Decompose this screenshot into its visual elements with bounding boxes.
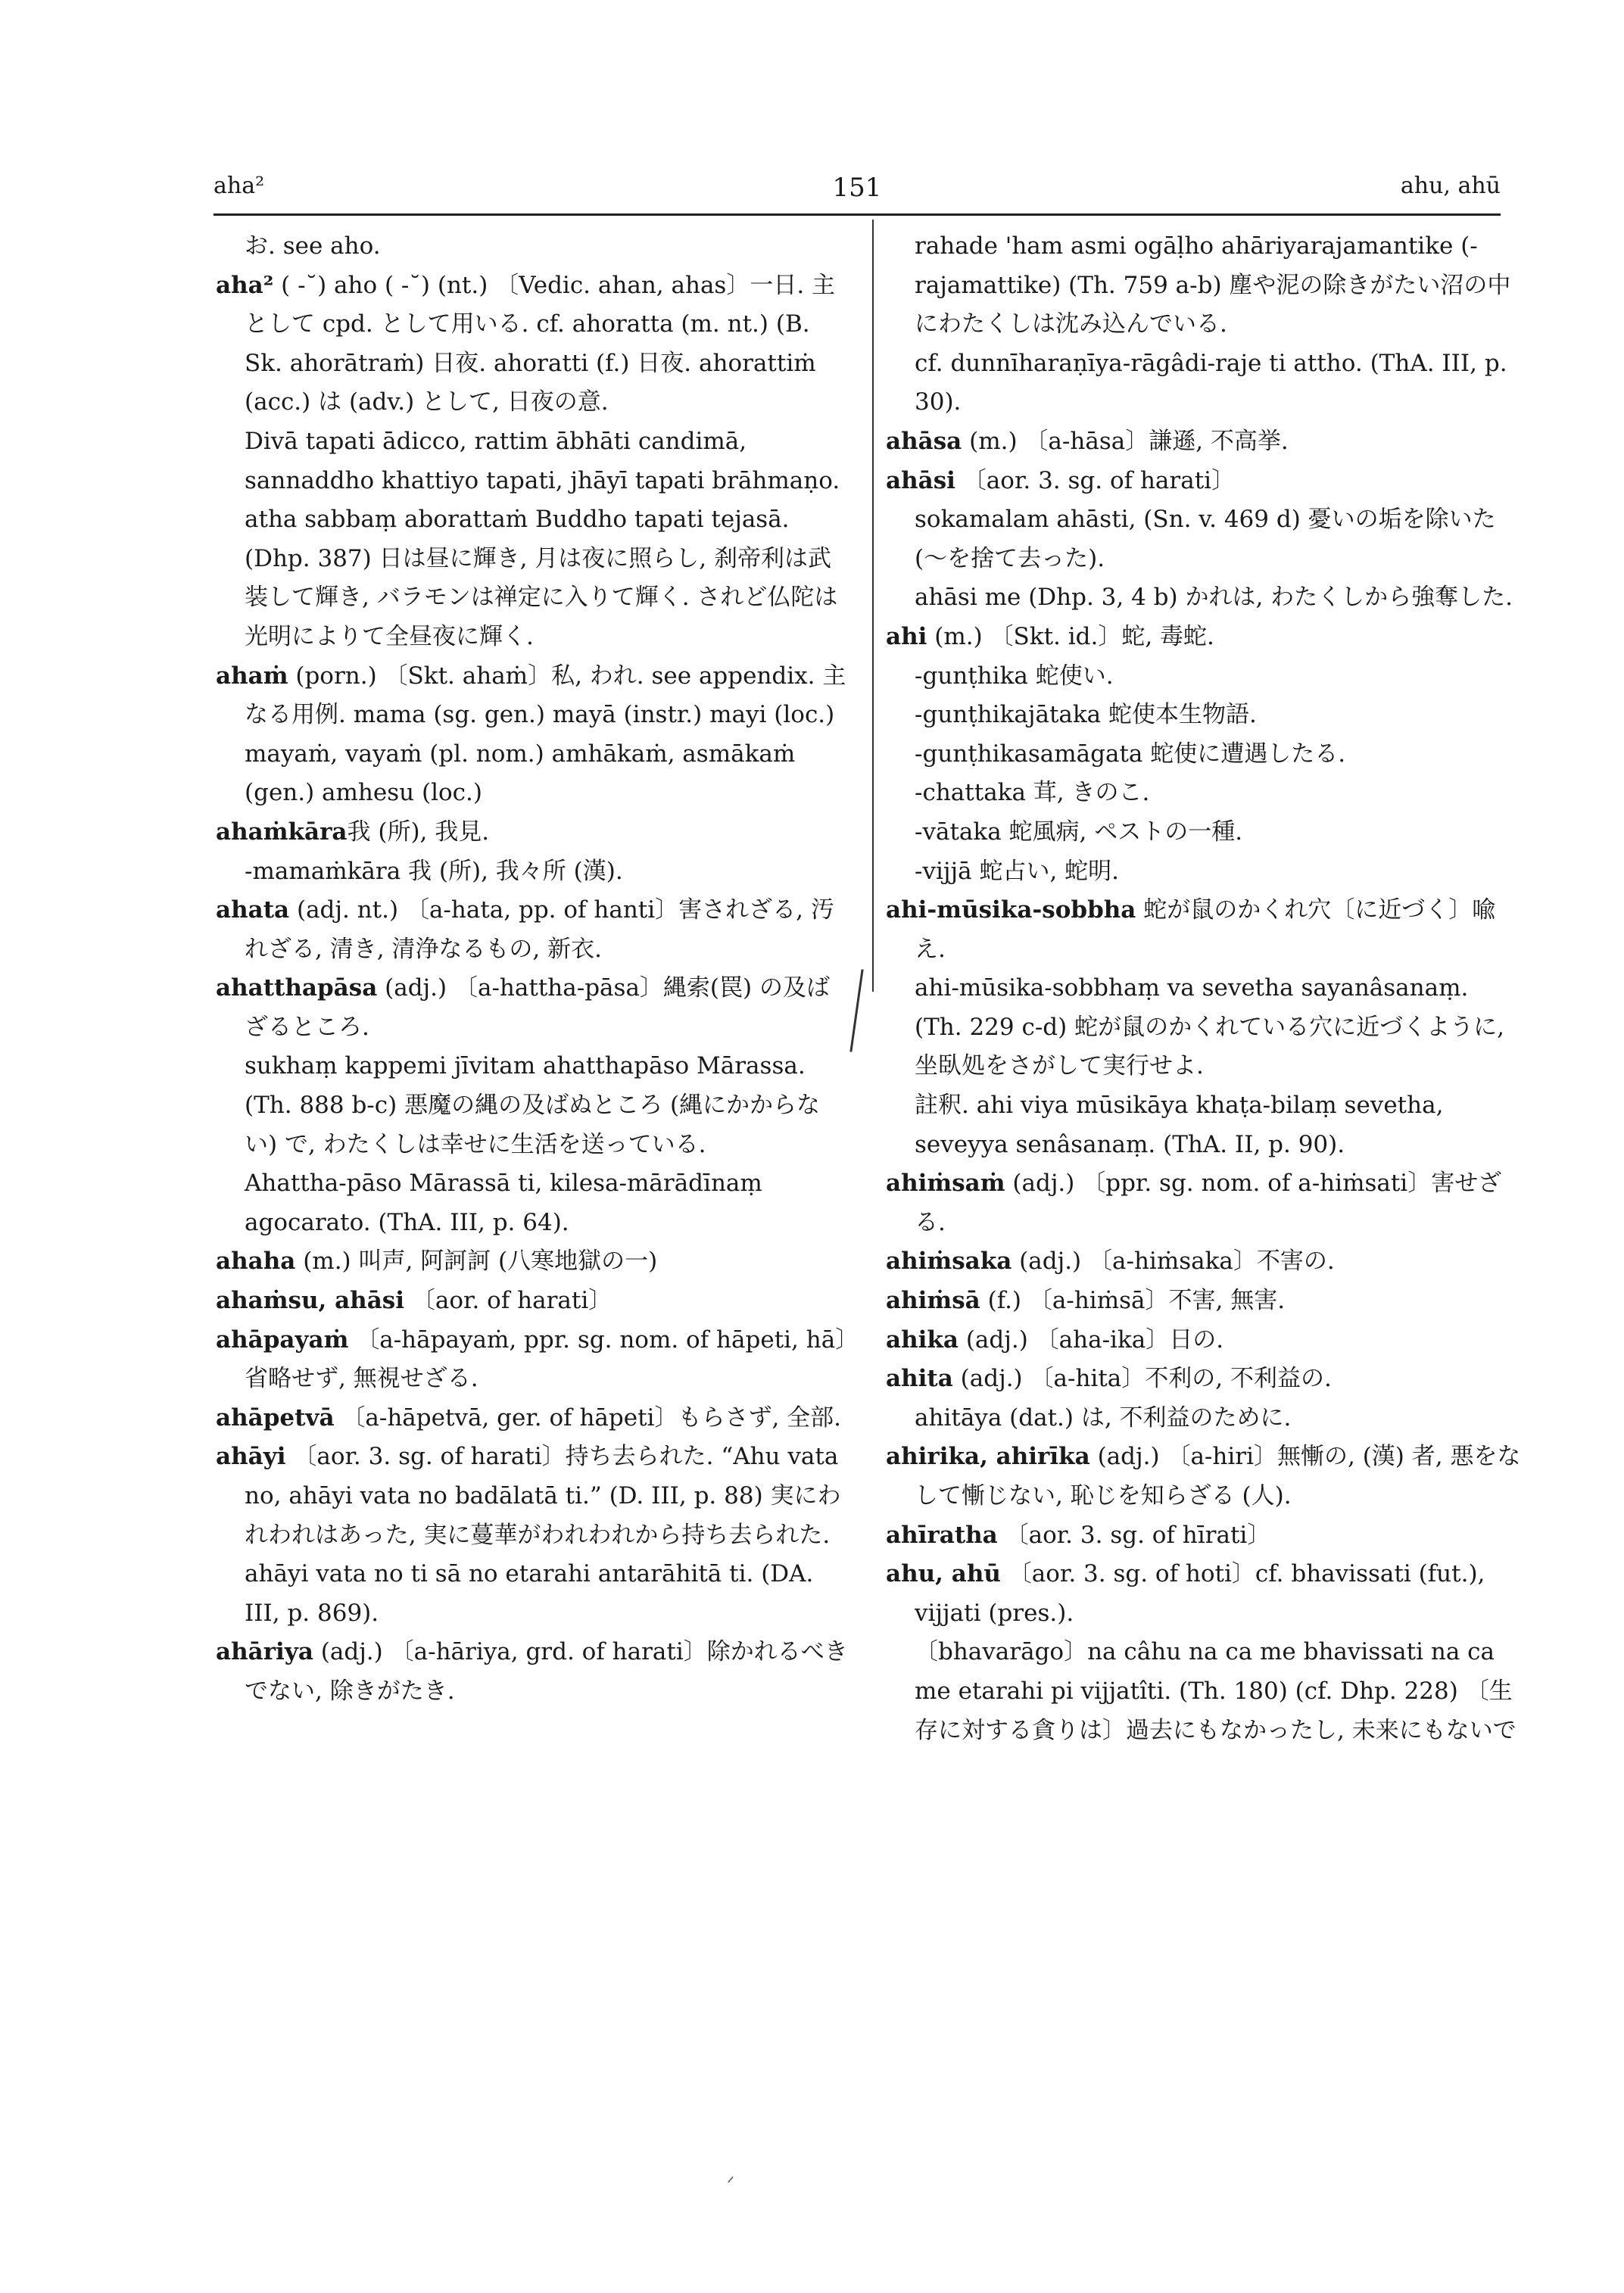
entry-subline: 〔bhavarāgo〕na câhu na ca me bhavissati na ca me etarahi pi vijjatîti. (Th. 180) (cf. Dhp. 228) 〔生存に対する貪りは〕過去にもなかったし, 未来にもないで <box>915 1638 1516 1744</box>
entry-definition: (m.) 〔a-hāsa〕謙遜, 不高挙. <box>962 427 1289 455</box>
entry-definition: 蛇が鼠のかくれ穴〔に近づく〕喩え. <box>915 896 1496 963</box>
entry-definition: (adj.) 〔a-hāriya, grd. of harati〕除かれるべきでない, 除きがたき. <box>245 1638 848 1705</box>
entry-subline: -gunṭhikajātaka 蛇使本生物語. <box>915 701 1257 729</box>
entry-subline: Divā tapati ādicco, rattim ābhāti candimā, sannaddho khattiyo tapati, jhāyī tapati brāhmaṇo. atha sabbaṃ aborattaṁ Buddho tapati tejasā. (Dhp. 387) 日は昼に輝き, 月は夜に照らし, 刹帝利は武装して輝き, バラモンは禅定に入りて輝く. されど仏陀は光明によりて全昼夜に輝く. <box>245 427 840 650</box>
dictionary-entry <box>886 1516 1522 1556</box>
entry-subline: Ahattha-pāso Mārassā ti, kilesa-mārādīnaṃ agocarato. (ThA. III, p. 64). <box>245 1170 762 1236</box>
headword: ahita <box>886 1365 953 1393</box>
headword: ahika <box>886 1326 959 1354</box>
dictionary-entry <box>216 657 852 813</box>
entry-subline: -vātaka 蛇風病, ペストの一種. <box>915 818 1243 846</box>
headword: ahīratha <box>886 1521 998 1549</box>
page-number: 151 <box>832 173 882 203</box>
dictionary-entry <box>886 1555 1522 1633</box>
header-rule <box>214 213 1501 216</box>
dictionary-entry <box>886 1242 1522 1282</box>
entry-definition: (porn.) 〔Skt. ahaṁ〕私, われ. see appendix. 主なる用例. mama (sg. gen.) mayā (instr.) mayi (loc.) mayaṁ, vayaṁ (pl. nom.) amhākaṁ, asmākaṁ (gen.) amhesu (loc.) <box>245 662 846 807</box>
entry-definition: 〔a-hāpayaṁ, ppr. sg. nom. of hāpeti, hā〕省略せず, 無視せざる. <box>245 1326 847 1393</box>
headword: ahatthapāsa <box>216 974 378 1002</box>
headword: ahiṁsā <box>886 1287 980 1315</box>
dictionary-entry <box>886 1164 1522 1242</box>
entry-subline: -gunṭhika 蛇使い. <box>915 662 1114 690</box>
entry-subline: ahitāya (dat.) は, 不利益のために. <box>915 1404 1292 1432</box>
entry-definition: (adj. nt.) 〔a-hata, pp. of hanti〕害されざる, 汚れざる, 清き, 清浄なるもの, 新衣. <box>245 896 834 963</box>
headword: ahiṁsaṁ <box>886 1170 1005 1198</box>
headword: ahāpetvā <box>216 1404 335 1432</box>
column-divider <box>872 220 874 992</box>
entry-definition: 〔aor. 3. sg. of hoti〕cf. bhavissati (fut.), vijjati (pres.). <box>915 1560 1485 1627</box>
footer-mark: ᐟ <box>727 2173 735 2194</box>
entry-definition: 〔aor. of harati〕 <box>404 1287 613 1315</box>
entry-definition: 我 (所), 我見. <box>347 818 490 846</box>
dictionary-entry <box>216 891 852 969</box>
dictionary-entry <box>216 1633 852 1711</box>
entry-definition: 〔a-hāpetvā, ger. of hāpeti〕もらさず, 全部. <box>334 1404 842 1432</box>
entry-subline: cf. dunnīharaṇīya-rāgâdi-raje ti attho. (ThA. III, p. 30). <box>915 349 1507 416</box>
dictionary-entry <box>886 891 1522 969</box>
headword: ahāpayaṁ <box>216 1326 349 1354</box>
margin-mark <box>849 969 863 1051</box>
entry-subline: ahi-mūsika-sobbhaṃ va sevetha sayanâsanaṃ. (Th. 229 c-d) 蛇が鼠のかくれている穴に近づくように, 坐臥処をさがして実行せよ. <box>915 974 1504 1080</box>
entry-definition: (m.) 叫声, 阿訶訶 (八寒地獄の一) <box>295 1248 658 1276</box>
headword: ahāsi <box>886 466 955 494</box>
entry-definition: 〔aor. 3. sg. of harati〕持ち去られた. “Ahu vata no, ahāyi vata no badālatā ti.” (D. III, p. 88) 実にわれわれはあった, 実に蔓華がわれわれから持ち去られた. ahāyi vata no ti sā no etarahi antarāhitā ti. (DA. III, p. 869). <box>245 1443 841 1627</box>
dictionary-entry <box>886 1321 1522 1360</box>
headword: ahāsa <box>886 427 962 455</box>
dictionary-entry <box>216 1321 852 1399</box>
dictionary-entry <box>886 1282 1522 1321</box>
dictionary-entry <box>216 1399 852 1438</box>
headword: ahata <box>216 896 290 924</box>
left-column <box>216 227 852 1712</box>
headword: aha² <box>216 271 274 299</box>
headword: ahaha <box>216 1248 296 1276</box>
dictionary-entry <box>216 1438 852 1633</box>
dictionary-entry <box>886 462 1522 501</box>
dictionary-entry <box>886 1438 1522 1516</box>
dictionary-entry <box>216 1282 852 1321</box>
running-head-left: aha² <box>214 173 265 199</box>
headword: ahaṁ <box>216 662 288 690</box>
dictionary-entry <box>886 618 1522 657</box>
entry-subline: sukhaṃ kappemi jīvitam ahatthapāso Mārassa. (Th. 888 b-c) 悪魔の縄の及ばぬところ (縄にかからない) で, わたくしは幸せに生活を送っている. <box>245 1052 821 1158</box>
entry-definition: (adj.) 〔aha-ika〕日の. <box>958 1326 1224 1354</box>
entry-subline: -chattaka 茸, きのこ. <box>915 779 1150 807</box>
entry-subline: sokamalam ahāsti, (Sn. v. 469 d) 憂いの垢を除いた (〜を捨て去った). <box>915 506 1496 572</box>
entry-definition: (adj.) 〔ppr. sg. nom. of a-hiṁsati〕害せざる. <box>915 1170 1502 1236</box>
entry-subline: ahāsi me (Dhp. 3, 4 b) かれは, わたくしから強奪した. <box>915 584 1513 612</box>
entry-subline: -gunṭhikasamāgata 蛇使に遭遇したる. <box>915 740 1346 768</box>
entry-definition: 〔aor. 3. sg. of hīrati〕 <box>997 1521 1271 1549</box>
headword: ahaṁkāra <box>216 818 348 846</box>
dictionary-entry <box>216 813 852 852</box>
entry-definition: (adj.) 〔a-hita〕不利の, 不利益の. <box>952 1365 1332 1393</box>
page-header <box>214 173 1501 209</box>
entry-definition: ( -˘) aho ( -˘) (nt.) 〔Vedic. ahan, ahas〕一日. 主として cpd. として用いる. cf. ahoratta (m. nt.) (B. Sk. ahorātraṁ) 日夜. ahoratti (f.) 日夜. ahorattiṁ (acc.) は (adv.) として, 日夜の意. <box>245 271 836 416</box>
headword: ahiṁsaka <box>886 1248 1012 1276</box>
entry-definition: 〔aor. 3. sg. of harati〕 <box>955 466 1236 494</box>
dictionary-entry <box>216 969 852 1047</box>
headword: ahāriya <box>216 1638 313 1666</box>
headword: ahi <box>886 622 927 650</box>
entry-definition: (adj.) 〔a-hiri〕無慚の, (漢) 者, 悪をなして慚じない, 恥じを知らざる (人). <box>915 1443 1521 1509</box>
dictionary-entry <box>886 1360 1522 1399</box>
entry-subline: -vijjā 蛇占い, 蛇明. <box>915 857 1120 885</box>
entry-definition: (adj.) 〔a-hattha-pāsa〕縄索(罠) の及ばざるところ. <box>245 974 830 1041</box>
entry-definition: (m.) 〔Skt. id.〕蛇, 毒蛇. <box>927 622 1214 650</box>
entry-subline: 註釈. ahi viya mūsikāya khaṭa-bilaṃ sevetha, seveyya senâsanaṃ. (ThA. II, p. 90). <box>915 1092 1444 1158</box>
headword: ahi-mūsika-sobbha <box>886 896 1136 924</box>
headword: ahaṁsu, ahāsi <box>216 1287 405 1315</box>
entry-definition: (f.) 〔a-hiṁsā〕不害, 無害. <box>980 1287 1286 1315</box>
running-head-right: ahu, ahū <box>1400 173 1501 199</box>
headword: ahāyi <box>216 1443 286 1471</box>
dictionary-entry <box>886 422 1522 462</box>
dictionary-entry <box>216 1242 852 1282</box>
headword: ahirika, ahirīka <box>886 1443 1090 1471</box>
dictionary-entry <box>216 266 852 422</box>
right-column <box>886 227 1522 1750</box>
entry-definition: (adj.) 〔a-hiṁsaka〕不害の. <box>1011 1248 1335 1276</box>
entry-subline: rahade 'ham asmi ogāḷho ahāriyarajamantike (-rajamattike) (Th. 759 a-b) 塵や泥の除きがたい沼の中にわたくしは沈み込んでいる. <box>915 232 1511 338</box>
headword: ahu, ahū <box>886 1560 1001 1588</box>
entry-subline: -mamaṁkāra 我 (所), 我々所 (漢). <box>245 857 623 885</box>
entry-subline: お. see aho. <box>245 232 381 260</box>
